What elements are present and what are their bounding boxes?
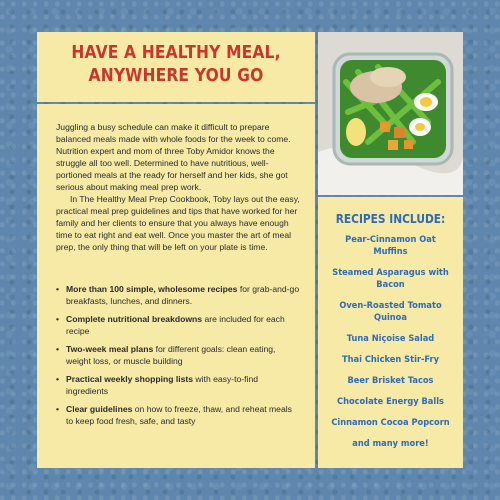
intro-text [56,121,304,253]
feature-item: • Two-week meal plans for different goals: clean eating, weight loss, or muscle building [56,343,301,367]
intro-paragraph-2: In The Healthy Meal Prep Cookbook, Toby lays out the easy, practical meal prep guidelines and tips that have worked for her family and her clients to ensure that you always have enough time to eat right and eat well. Once you master the art of meal prep, the only thing that will be left on your plate is time. [56,194,300,252]
recipe-item: Chocolate Energy Balls [337,396,444,407]
recipe-item: Cinnamon Cocoa Popcorn [331,417,450,428]
title-line-2: ANYWHERE YOU GO [88,65,264,86]
page-title [56,32,295,87]
recipes-list [318,234,463,450]
feature-list [56,283,301,433]
recipe-item: Pear-Cinnamon Oat Muffins [345,234,436,257]
feature-item: • Complete nutritional breakdowns are included for each recipe [56,313,301,337]
recipe-item: and many more! [352,438,429,449]
title-line-1: HAVE A HEALTHY MEAL, [71,42,281,63]
title-panel [37,32,315,102]
meal-prep-container-image [318,32,463,195]
feature-item: • More than 100 simple, wholesome recipes for grab-and-go breakfasts, lunches, and dinners. [56,283,301,307]
recipe-item: Thai Chicken Stir-Fry [341,354,440,365]
description-panel [37,104,315,468]
feature-item: • Practical weekly shopping lists with easy-to-find ingredients [56,373,301,397]
recipe-item: Tuna Niçoise Salad [346,333,435,344]
meal-prep-photo [318,32,463,195]
recipe-item: Oven-Roasted Tomato Quinoa [339,300,442,323]
intro-paragraph-1: Juggling a busy schedule can make it difficult to prepare balanced meals made with whole foods for the week to come. Nutrition expert and mom of three Toby Amidor knows the struggle all too well. Determined to have nutritious, well-portioned meals at the ready for herself and her kids, she got serious about making meal prep work. [56,122,291,192]
recipe-item: Beer Brisket Tacos [347,375,434,386]
recipes-panel [318,197,463,468]
recipes-heading: RECIPES INCLUDE: [335,211,446,226]
recipe-item: Steamed Asparagus with Bacon [332,267,449,290]
feature-item: • Clear guidelines on how to freeze, thaw, and reheat meals to keep food fresh, safe, and tasty [56,403,301,427]
